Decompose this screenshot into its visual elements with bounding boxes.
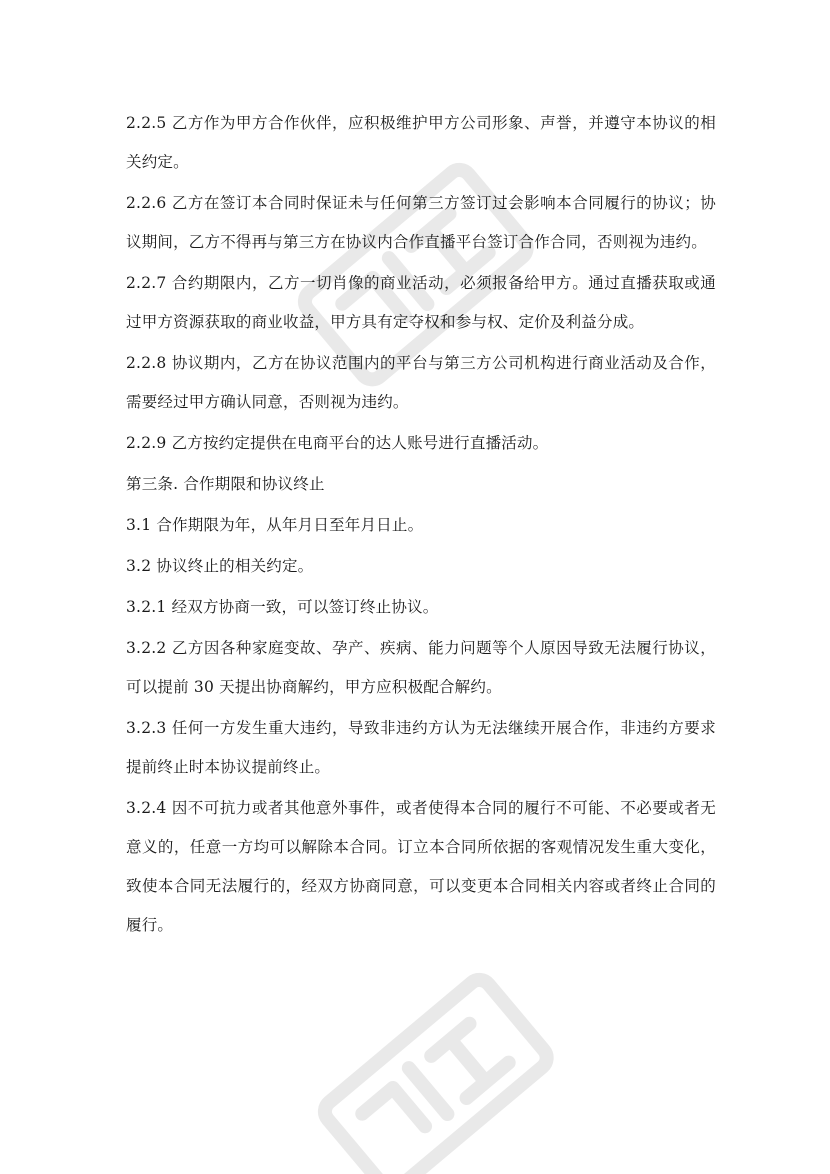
clause-2-2-7: 2.2.7 合约期限内，乙方一切肖像的商业活动，必须报备给甲方。通过直播获取或通过甲方资源获取的商业收益，甲方具有定夺权和参与权、定价及利益分成。 bbox=[126, 274, 716, 331]
clause-2-2-6: 2.2.6 乙方在签订本合同时保证未与任何第三方签订过会影响本合同履行的协议；协议期间，乙方不得再与第三方在协议内合作直播平台签订合作合同，否则视为违约。 bbox=[126, 194, 716, 251]
clause-2-2-8: 2.2.8 协议期内，乙方在协议范围内的平台与第三方公司机构进行商业活动及合作，需要经过甲方确认同意，否则视为违约。 bbox=[126, 354, 716, 411]
article-three-heading: 第三条. 合作期限和协议终止 bbox=[126, 475, 325, 493]
clause-3-2-1: 3.2.1 经双方协商一致，可以签订终止协议。 bbox=[126, 598, 439, 616]
document-body bbox=[126, 104, 716, 945]
clause-3-2-3: 3.2.3 任何一方发生重大违约，导致非违约方认为无法继续开展合作，非违约方要求提前终止时本协议提前终止。 bbox=[126, 719, 716, 776]
clause-3-1: 3.1 合作期限为年，从年月日至年月日止。 bbox=[126, 516, 424, 534]
clause-3-2-4: 3.2.4 因不可抗力或者其他意外事件，或者使得本合同的履行不可能、不必要或者无意义的，任意一方均可以解除本合同。订立本合同所依据的客观情况发生重大变化，致使本合同无法履行的，经双方协商同意，可以变更本合同相关内容或者终止合同的履行。 bbox=[126, 799, 716, 934]
clause-2-2-5: 2.2.5 乙方作为甲方合作伙伴，应积极维护甲方公司形象、声誉，并遵守本协议的相关约定。 bbox=[126, 114, 716, 171]
clause-2-2-9: 2.2.9 乙方按约定提供在电商平台的达人账号进行直播活动。 bbox=[126, 434, 549, 452]
clause-3-2: 3.2 协议终止的相关约定。 bbox=[126, 557, 314, 575]
clause-3-2-2: 3.2.2 乙方因各种家庭变故、孕产、疾病、能力问题等个人原因导致无法履行协议，可以提前 30 天提出协商解约，甲方应积极配合解约。 bbox=[126, 639, 716, 696]
